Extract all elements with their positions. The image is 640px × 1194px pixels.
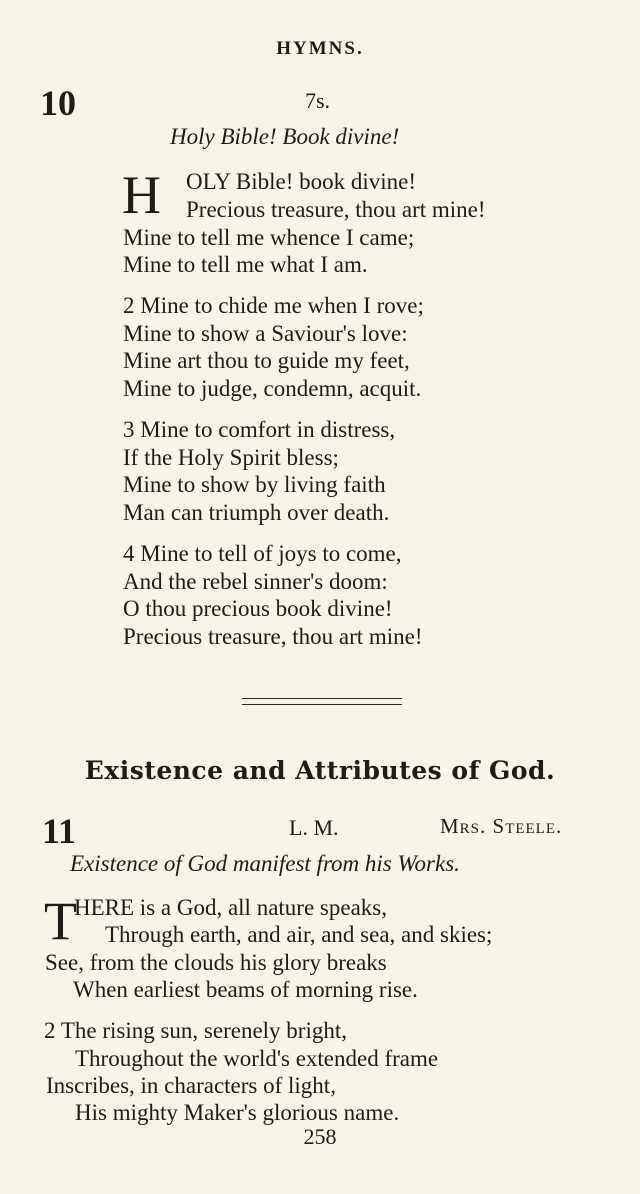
- separator-rule-top: [242, 698, 402, 699]
- hymn11-line: Inscribes, in characters of light,: [46, 1073, 336, 1098]
- hymn10-line: And the rebel sinner's doom:: [123, 569, 388, 594]
- hymn11-line: His mighty Maker's glorious name.: [75, 1100, 400, 1125]
- hymn10-line: 2 Mine to chide me when I rove;: [123, 293, 424, 318]
- hymn-meter-11: L. M.: [289, 815, 339, 840]
- hymn-title-10: Holy Bible! Book divine!: [170, 124, 400, 149]
- hymn10-line: Mine to judge, condemn, acquit.: [123, 376, 422, 401]
- hymn10-line: 3 Mine to comfort in distress,: [123, 417, 396, 442]
- hymn10-line: Mine to show a Saviour's love:: [123, 321, 408, 346]
- dropcap-10: H: [122, 165, 161, 225]
- hymn10-line: Mine art thou to guide my feet,: [123, 348, 410, 373]
- hymn-author-11: Mrs. Steele.: [440, 814, 563, 838]
- hymn10-line: Precious treasure, thou art mine!: [186, 197, 486, 222]
- dropcap-11: T: [44, 891, 77, 951]
- page-number: 258: [303, 1124, 337, 1149]
- hymn-meter-10: 7s.: [305, 88, 331, 113]
- hymn10-line: Mine to tell me whence I came;: [123, 225, 415, 250]
- separator-rule-bottom: [242, 704, 402, 705]
- hymn11-line: Through earth, and air, and sea, and skies;: [105, 922, 493, 947]
- hymn-number-11: 11: [42, 811, 77, 851]
- hymn10-line: Mine to tell me what I am.: [123, 252, 368, 277]
- hymn10-line: O thou precious book divine!: [123, 596, 393, 621]
- hymn10-line: If the Holy Spirit bless;: [123, 445, 339, 470]
- hymn10-line-1: OLY Bible! book divine!: [186, 169, 416, 194]
- hymn11-line: See, from the clouds his glory breaks: [45, 950, 387, 975]
- hymn11-line: When earliest beams of morning rise.: [73, 977, 418, 1002]
- hymn11-line: Throughout the world's extended frame: [75, 1046, 439, 1071]
- running-head: HYMNS.: [276, 38, 364, 59]
- hymn10-line: 4 Mine to tell of joys to come,: [123, 541, 402, 566]
- hymn-title-11: Existence of God manifest from his Works.: [70, 851, 460, 876]
- hymn11-line-1: HERE is a God, all nature speaks,: [74, 895, 387, 920]
- hymn11-line: 2 The rising sun, serenely bright,: [44, 1018, 347, 1043]
- section-title: Existence and Attributes of God.: [84, 756, 556, 785]
- hymn10-line: Man can triumph over death.: [123, 500, 390, 525]
- hymn10-line: Precious treasure, thou art mine!: [123, 624, 423, 649]
- hymn10-line: Mine to show by living faith: [123, 472, 386, 497]
- hymn-number-10: 10: [40, 83, 76, 123]
